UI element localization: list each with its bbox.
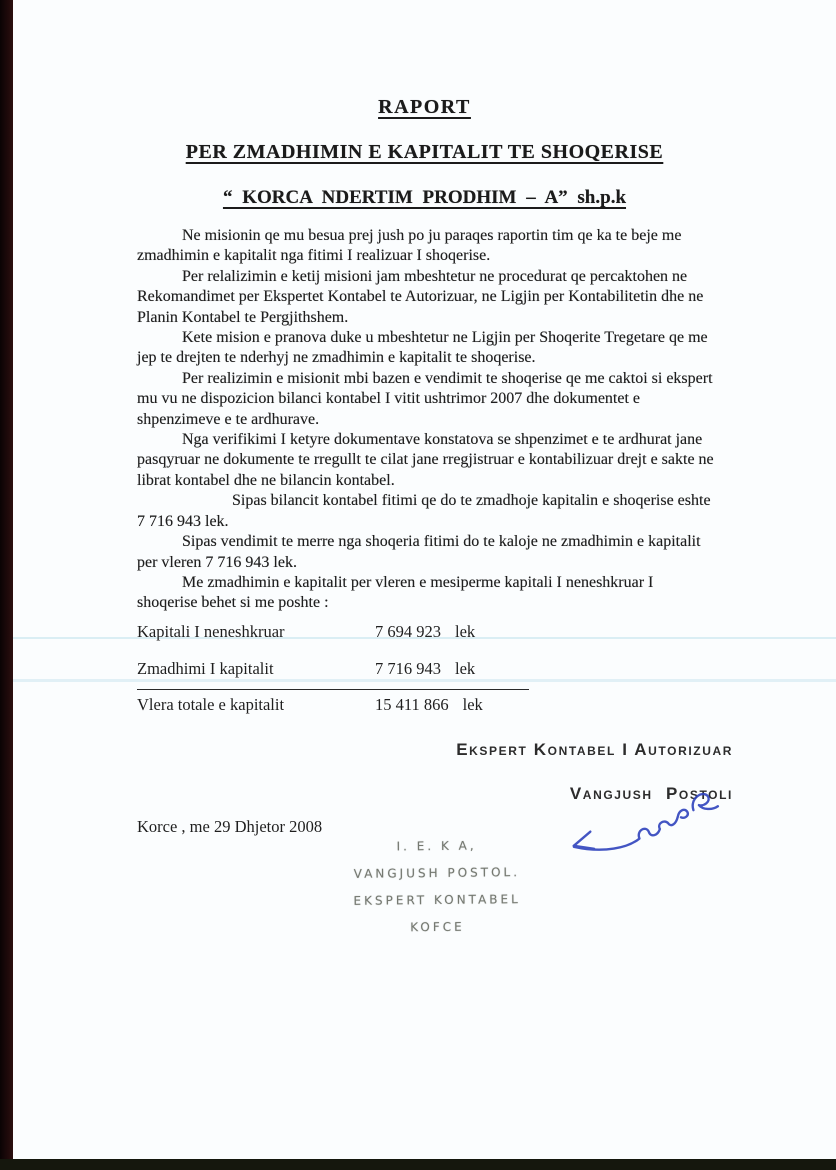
paragraph-balance-2007: Per realizimin e misionit mbi bazen e vendimit te shoqerise qe me caktoi si ekspert mu vu ne dispozicion bilanci kontabel I vitit ushtrimor 2007 dhe dokumentet e shpenzimeve e te ardhurave. (137, 369, 713, 428)
row-value: 15 411 866 (375, 695, 449, 715)
signature-stroke (572, 832, 592, 846)
signature-stroke (569, 792, 722, 855)
stamp-line-name: VANGJUSH POSTOL. (353, 865, 521, 881)
paragraph-verification: Nga verifikimi I ketyre dokumentave konstatova se shpenzimet e te ardhurat jane pasqyruar ne dokumente te rregullt te cilat jane rregjistruar e kontabilizuar drejt e sakte ne librat kontabel dhe ne bilancin kontabel. (137, 431, 714, 489)
stamp-line-city: KOFCE (410, 919, 465, 935)
report-title: RAPORT (378, 96, 471, 118)
accountant-stamp (336, 832, 537, 942)
signer-title: Ekspert Kontabel I Autorizuar (456, 740, 733, 759)
table-row-subscribed-capital (137, 622, 529, 659)
scan-edge-left (0, 0, 13, 1170)
row-unit: lek (455, 622, 476, 641)
scan-edge-bottom (0, 1159, 836, 1170)
table-row-total-capital (137, 695, 529, 732)
paragraph-profit-amount: Sipas bilancit kontabel fitimi qe do te zmadhoje kapitalin e shoqerise eshte 7 716 943 lek. (137, 492, 711, 530)
table-row-capital-increase (137, 659, 529, 690)
date-line: Korce , me 29 Dhjetor 2008 (137, 817, 323, 836)
heading-block (13, 96, 836, 209)
row-unit: lek (462, 695, 483, 715)
paragraph-legal-basis: Kete mision e pranova duke u mbeshtetur ne Ligjin per Shoqerite Tregetare qe me jep te drejten te nderhyj ne zmadhimin e kapitalit te shoqerise. (137, 329, 708, 367)
company-name: “ KORCA NDERTIM PRODHIM – A” sh.p.k (222, 187, 627, 208)
row-label: Kapitali I neneshkruar (137, 622, 285, 641)
report-subtitle: PER ZMADHIMIN E KAPITALIT TE SHOQERISE (185, 141, 664, 163)
signer-name: Vangjush Postoli (569, 784, 733, 803)
row-label: Vlera totale e kapitalit (137, 695, 285, 715)
row-value: 7 694 923 (375, 622, 441, 641)
paragraph-procedures: Per relalizimin e ketij misioni jam mbeshtetur ne procedurat qe percaktohen ne Rekomandimet per Ekspertet Kontabel te Autorizuar, ne Ligjin per Kontabilitetin dhe ne Planin Kontabel te Pergjithshem. (137, 267, 704, 326)
paragraph-decision: Sipas vendimit te merre nga shoqeria fitimi do te kaloje ne zmadhimin e kapitalit per vleren 7 716 943 lek. (137, 533, 701, 571)
report-body (137, 226, 715, 614)
capital-table (137, 622, 529, 732)
row-label: Zmadhimi I kapitalit (137, 659, 274, 678)
paragraph-capital-result: Me zmadhimin e kapitalit per vleren e mesiperme kapitali I neneshkruar I shoqerise behet si me poshte : (137, 573, 654, 612)
stamp-line-ieka: I. E. K A, (396, 838, 477, 854)
row-unit: lek (455, 659, 476, 678)
stamp-line-profession: EKSPERT KONTABEL (353, 892, 521, 908)
row-value: 7 716 943 (375, 659, 441, 678)
paragraph-mission-intro: Ne misionin qe mu besua prej jush po ju paraqes raportin tim qe ka te beje me zmadhimin e kapitalit nga fitimi I realizuar I shoqerise. (137, 227, 682, 265)
